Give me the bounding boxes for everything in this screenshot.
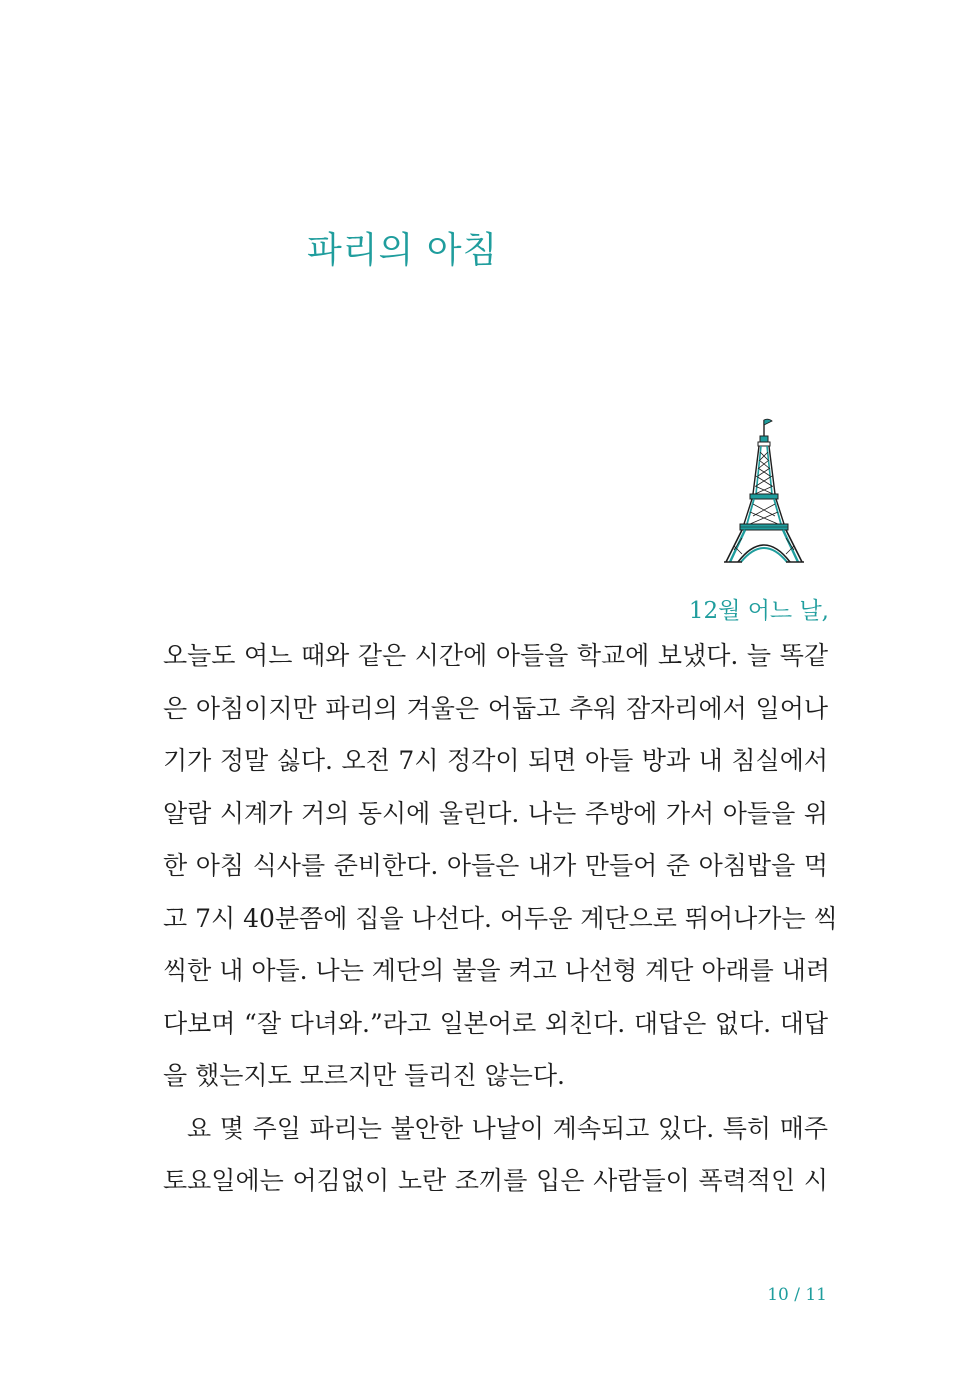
body-line: 고 7시 40분쯤에 집을 나선다. 어두운 계단으로 뛰어나가는 씩 <box>163 903 838 933</box>
body-text <box>163 630 838 1208</box>
eiffel-tower-icon <box>720 416 806 566</box>
chapter-title: 파리의 아침 <box>307 230 499 271</box>
body-line: 오늘도 여느 때와 같은 시간에 아들을 학교에 보냈다. 늘 똑같 <box>163 641 828 670</box>
page-number: 10 / 11 <box>767 1285 827 1305</box>
body-line: 은 아침이지만 파리의 겨울은 어둡고 추워 잠자리에서 일어나 <box>163 693 828 723</box>
body-line: 요 몇 주일 파리는 불안한 나날이 계속되고 있다. 특히 매주 <box>187 1113 828 1143</box>
body-line: 토요일에는 어김없이 노란 조끼를 입은 사람들이 폭력적인 시 <box>163 1166 828 1195</box>
body-line: 씩한 내 아들. 나는 계단의 불을 켜고 나선형 계단 아래를 내려 <box>163 956 831 985</box>
body-line: 을 했는지도 모르지만 들리진 않는다. <box>163 1061 565 1090</box>
date-line: 12월 어느 날, <box>688 598 829 624</box>
body-line: 한 아침 식사를 준비한다. 아들은 내가 만들어 준 아침밥을 먹 <box>163 851 828 880</box>
body-line: 다보며 “잘 다녀와.”라고 일본어로 외친다. 대답은 없다. 대답 <box>163 1008 828 1038</box>
body-line: 알람 시계가 거의 동시에 울린다. 나는 주방에 가서 아들을 위 <box>163 798 828 828</box>
body-line: 기가 정말 싫다. 오전 7시 정각이 되면 아들 방과 내 침실에서 <box>163 746 828 775</box>
